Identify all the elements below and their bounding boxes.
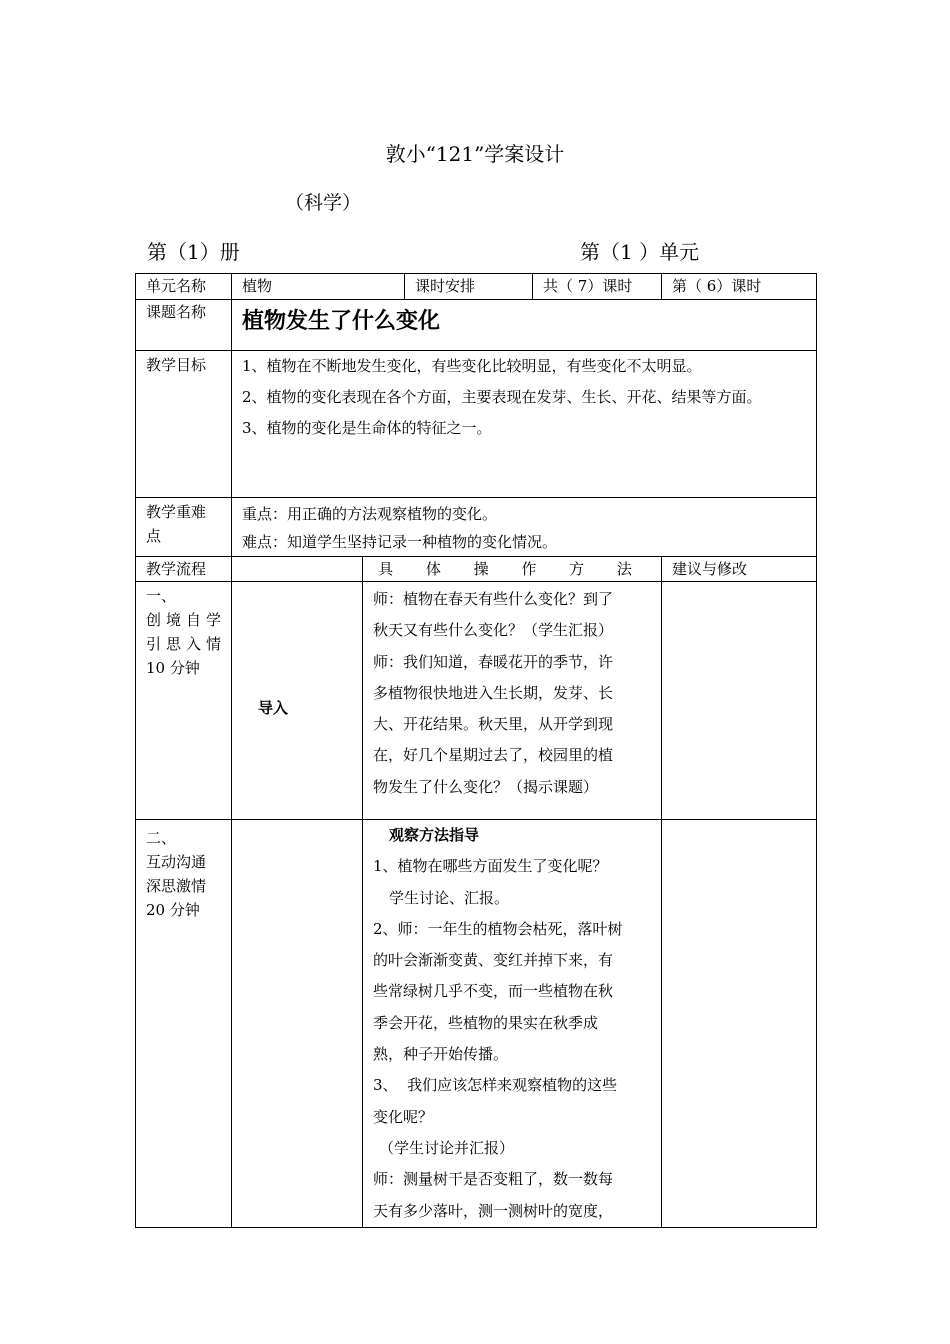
- objective-item: 3、植物的变化是生命体的特征之一。: [242, 419, 492, 437]
- method-line: 师：我们知道，春暖花开的季节，许: [373, 652, 614, 671]
- unit-name-label: 单元名称: [136, 274, 232, 300]
- stage2-method-cell: [363, 820, 662, 1228]
- schedule-label: 课时安排: [405, 274, 533, 300]
- method-line: 2、师：一年生的植物会枯死，落叶树: [373, 919, 623, 938]
- current-period: 第（ 6）课时: [662, 274, 817, 300]
- document-title: 敦小“121”学案设计: [385, 142, 565, 166]
- stage2-name: 互动沟通: [146, 853, 207, 871]
- unit-name-value: 植物: [232, 274, 405, 300]
- method-line: 秋天又有些什么变化？（学生汇报）: [373, 621, 614, 640]
- table-row: [136, 582, 817, 820]
- method-line: 师：测量树干是否变粗了，数一数每: [373, 1170, 614, 1189]
- difficult-point: 难点：知道学生坚持记录一种植物的变化情况。: [242, 533, 558, 551]
- method-line: （学生讨论并汇报）: [379, 1138, 515, 1157]
- lesson-plan-table: [135, 273, 817, 1228]
- method-line: 大、开花结果。秋天里，从开学到现: [373, 715, 614, 734]
- stage1-suggest-cell: [662, 582, 817, 820]
- objective-cell: [232, 351, 817, 498]
- table-row: [136, 300, 817, 351]
- method-line: 季会开花，些植物的果实在秋季成: [373, 1013, 599, 1032]
- method-line: 天有多少落叶，测一测树叶的宽度，: [373, 1201, 614, 1220]
- stage1-number: 一、: [146, 587, 177, 605]
- table-row: [136, 557, 817, 582]
- stage1-activity: 导入: [258, 699, 289, 717]
- topic-cell: [232, 300, 817, 351]
- objective-label: 教学目标: [136, 351, 232, 498]
- method-line: 1、植物在哪些方面发生了变化呢？: [373, 857, 608, 876]
- key-point: 重点：用正确的方法观察植物的变化。: [242, 505, 498, 523]
- difficulty-cell: [232, 498, 817, 557]
- topic-label: 课题名称: [136, 300, 232, 351]
- method-line: 师：植物在春天有些什么变化？到了: [373, 590, 614, 608]
- volume-label: 第（1）册: [147, 240, 240, 264]
- stage1-cell: [136, 582, 232, 820]
- stage2-name: 深思激情: [146, 877, 207, 895]
- method-line: 熟，种子开始传播。: [373, 1045, 509, 1064]
- stage2-activity-cell: [232, 820, 363, 1228]
- stage2-heading: [373, 820, 651, 851]
- suggest-header: 建议与修改: [662, 557, 817, 582]
- method-line: 变化呢？: [373, 1107, 434, 1126]
- stage2-suggest-cell: [662, 820, 817, 1228]
- flow-label: 教学流程: [136, 557, 232, 582]
- method-line: 学生讨论、汇报。: [389, 888, 510, 907]
- method-line: 些常绿树几乎不变，而一些植物在秋: [373, 982, 614, 1001]
- stage1-name: 创 境 自 学引思入情: [146, 611, 221, 653]
- stage1-time: 10 分钟: [146, 659, 200, 677]
- method-line: 物发生了什么变化？（揭示课题）: [373, 777, 599, 796]
- method-line: 3、 我们应该怎样来观察植物的这些: [373, 1076, 618, 1095]
- table-row: [136, 820, 817, 1228]
- total-periods: 共（ 7）课时: [533, 274, 662, 300]
- unit-label: 第（1 ）单元: [580, 240, 700, 264]
- method-header: 具 体 操 作 方 法: [363, 557, 662, 582]
- table-row: [136, 274, 817, 300]
- activity-header: [232, 557, 363, 582]
- stage2-time: 20 分钟: [146, 901, 200, 919]
- stage1-method-cell: [363, 582, 662, 820]
- method-line: 在，好几个星期过去了，校园里的植: [373, 746, 614, 765]
- objective-item: 1、植物在不断地发生变化，有些变化比较明显，有些变化不太明显。: [242, 357, 702, 375]
- objective-item: 2、植物的变化表现在各个方面，主要表现在发芽、生长、开花、结果等方面。: [242, 388, 762, 406]
- difficulty-label: 教学重难点: [136, 498, 232, 557]
- method-line: 多植物很快地进入生长期，发芽、长: [373, 683, 614, 702]
- method-line: 的叶会渐渐变黄、变红并掉下来，有: [373, 951, 614, 970]
- stage2-cell: [136, 820, 232, 1228]
- stage2-heading-text: 观察方法指导: [389, 826, 480, 844]
- stage1-activity-cell: [232, 582, 363, 820]
- table-row: [136, 498, 817, 557]
- table-row: [136, 351, 817, 498]
- subject-label: （科学）: [285, 192, 362, 214]
- stage2-number: 二、: [146, 829, 177, 847]
- topic-title: 植物发生了什么变化: [242, 309, 441, 334]
